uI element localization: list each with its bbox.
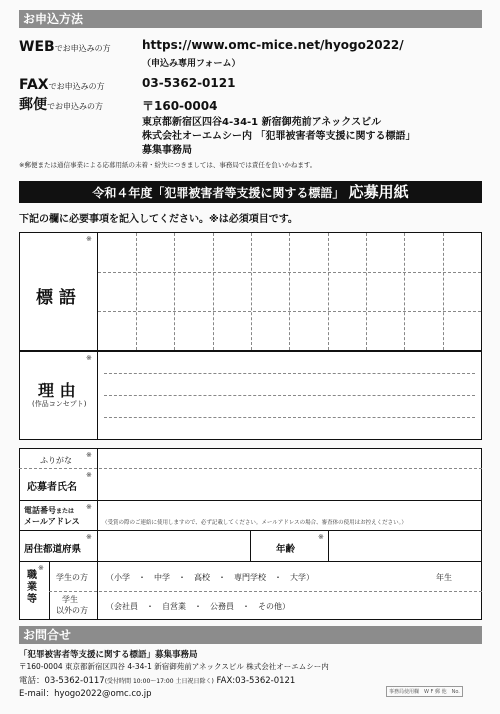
contact-tel-hours: (受付時間 10:00～17:00 土日祝日除く): [104, 678, 214, 685]
age-input[interactable]: [329, 531, 481, 561]
slogan-label: 標 語: [36, 288, 76, 308]
reason-required-mark: ※: [86, 354, 92, 362]
occupation-required-mark: ※: [38, 564, 44, 572]
contact-office-name: 「犯罪被害者等支援に関する標語」募集事務局: [19, 650, 198, 660]
name-required-mark: ※: [86, 471, 92, 479]
form-title-main: 令和４年度「犯罪被害者等支援に関する標語」: [92, 186, 345, 200]
fax-number: 03-5362-0121: [142, 76, 236, 90]
web-url[interactable]: https://www.omc-mice.net/hyogo2022/: [142, 38, 404, 52]
contact-fax: FAX:03-5362-0121: [213, 676, 296, 686]
prefecture-input[interactable]: [98, 531, 249, 561]
age-divider: [250, 530, 251, 561]
apply-section-header: お申込方法: [19, 10, 482, 28]
grid-line: [443, 233, 444, 350]
age-label: 年齢: [276, 544, 296, 555]
contact-label-email: メールアドレス: [24, 517, 80, 526]
applicant-name-input[interactable]: [98, 469, 481, 499]
reason-line: [104, 395, 475, 396]
contact-required-mark: ※: [86, 503, 92, 511]
grid-line: [366, 233, 367, 350]
age-required-mark: ※: [318, 533, 324, 541]
reason-sublabel: (作品コンセプト): [32, 400, 87, 408]
furigana-required-mark: ※: [86, 451, 92, 459]
office-use-box: 事務局使用欄 W F 郵 他 No.: [386, 686, 463, 697]
contact-phone-fax: [19, 674, 295, 686]
student-options[interactable]: （小学 ・ 中学 ・ 高校 ・ 専門学校 ・ 大学）: [106, 573, 314, 582]
fax-row: [19, 74, 105, 93]
reason-line: [104, 417, 475, 418]
contact-section-header: お問合せ: [19, 626, 482, 644]
student-label: 学生の方: [56, 573, 88, 582]
grid-line: [174, 233, 175, 350]
contact-tel: 電話：03-5362-0117: [19, 676, 105, 686]
web-suffix: でお申込みの方: [54, 44, 111, 53]
prefecture-label: 居住都道府県: [24, 544, 82, 555]
mail-address-1: 東京都新宿区四谷4-34-1 新宿御苑前アネックスビル: [142, 117, 382, 128]
occupation-separator: [49, 591, 482, 592]
non-student-label-b: 以外の方: [56, 606, 88, 615]
other-occupation-options[interactable]: （会社員 ・ 自営業 ・ 公務員 ・ その他）: [106, 602, 290, 611]
mail-postal: 〒160-0004: [142, 99, 218, 113]
reason-label: 理 由: [38, 381, 76, 400]
form-title-large: 応募用紙: [348, 183, 409, 201]
mail-address-3: 募集事務局: [142, 145, 192, 156]
grid-line: [213, 233, 214, 350]
grid-line: [328, 233, 329, 350]
slogan-required-mark: ※: [86, 235, 92, 243]
furigana-input[interactable]: [98, 449, 481, 467]
slogan-input-grid[interactable]: [98, 233, 481, 350]
furigana-label: ふりがな: [40, 456, 72, 465]
row-separator: [19, 561, 482, 562]
postal-disclaimer: ※郵便または通信事業による応募用紙の未着・紛失につきましては、事務局では責任を負いかねます。: [19, 161, 317, 169]
grid-line: [251, 233, 252, 350]
prefecture-required-mark: ※: [86, 533, 92, 541]
contact-input[interactable]: [98, 501, 481, 529]
web-form-note: （申込み専用フォーム）: [142, 59, 241, 69]
non-student-label-a: 学生: [62, 595, 78, 604]
contact-label-phone-text: 電話番号: [24, 506, 56, 515]
applicant-name-label: 応募者氏名: [27, 482, 77, 493]
mail-address-2: 株式会社オーエムシー内 「犯罪被害者等支援に関する標語」: [142, 131, 416, 142]
grid-line: [404, 233, 405, 350]
grid-line: [289, 233, 290, 350]
contact-address: 〒160-0004 東京都新宿区四谷 4-34-1 新宿御苑前アネックスビル 株式会社オーエムシー内: [19, 662, 329, 671]
contact-note: （受賞の際のご連絡に使用しますので、必ず記載してください。メールアドレスの場合、審査体の使用はお控えください。）: [102, 520, 407, 526]
mail-label: 郵便: [19, 97, 47, 113]
fax-label: FAX: [19, 77, 49, 93]
mail-row: [19, 94, 103, 114]
fax-suffix: でお申込みの方: [48, 82, 105, 91]
grade-label: 年生: [436, 573, 452, 582]
reason-line: [104, 373, 475, 374]
mail-suffix: でお申込みの方: [47, 102, 103, 111]
occupation-label: 職業等: [27, 570, 37, 605]
form-title: [19, 181, 482, 203]
web-label: WEB: [19, 39, 55, 55]
contact-label-or: または: [56, 508, 75, 515]
grid-line: [136, 233, 137, 350]
contact-email[interactable]: E-mail：hyogo2022@omc.co.jp: [19, 689, 152, 699]
web-row: [19, 36, 111, 55]
reason-input-area[interactable]: [98, 352, 481, 439]
form-instruction: 下記の欄に必要事項を記入してください。※は必須項目です。: [19, 214, 298, 225]
contact-label-phone: [24, 505, 74, 516]
